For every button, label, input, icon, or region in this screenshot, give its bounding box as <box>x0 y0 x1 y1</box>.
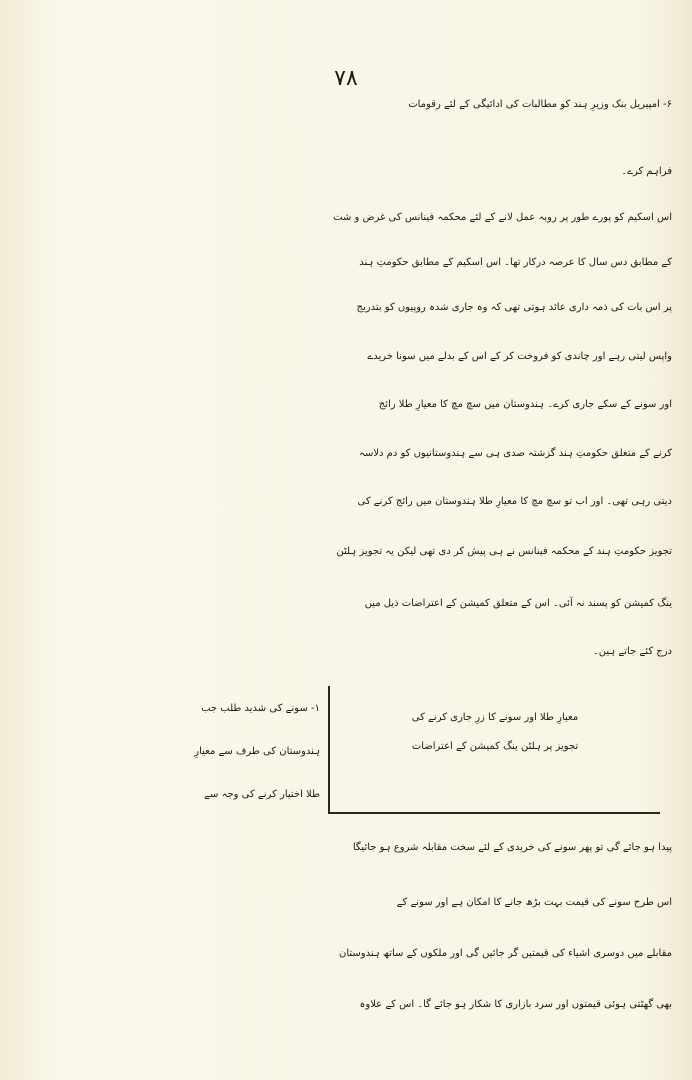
text-line: بھی گھٹتی ہوئی قیمتوں اور سرد بازاری کا شکار ہو جائے گا۔ اس کے علاوہ <box>359 999 672 1010</box>
text-line: مقابلے میں دوسری اشیاء کی قیمتیں گر جائیں گی اور ملکوں کے ساتھ ہندوستان <box>338 948 672 959</box>
side-text-line: ہندوستان کی طرف سے معیارِ <box>194 746 320 757</box>
text-line: درج کئے جاتے ہیں۔ <box>592 646 672 657</box>
text-line: اس اسکیم کو پورے طور پر روبہ عمل لانے کے لئے محکمہ فینانس کی غرض و شت <box>333 212 672 223</box>
text-line: دیتی رہی تھی۔ اور اب تو سچ مچ کا معیارِ طلا ہندوستان میں رائج کرنے کی <box>357 496 672 507</box>
text-line: اور سونے کے سکے جاری کرے۔ ہندوستان میں سچ مچ کا معیارِ طلا رائج <box>378 399 672 410</box>
side-heading-box <box>328 686 660 814</box>
text-line: اس طرح سونے کی قیمت بہت بڑھ جانے کا امکان ہے اور سونے کے <box>396 897 672 908</box>
side-text-line: طلا اختیار کرنے کی وجہ سے <box>204 789 320 800</box>
text-line: فراہم کرے۔ <box>621 166 672 177</box>
text-line: پر اس بات کی ذمہ داری عائد ہوتی تھی کہ وہ جاری شدہ روپیوں کو بتدریج <box>356 302 672 313</box>
text-line: کے مطابق دس سال کا عرصہ درکار تھا۔ اس اسکیم کے مطابق حکومتِ ہند <box>359 257 672 268</box>
text-line: پیدا ہو جائے گی تو پھر سونے کی خریدی کے لئے سخت مقابلہ شروع ہو جائیگا <box>352 842 672 853</box>
page-number: ۷۸ <box>334 66 358 91</box>
side-heading-line: تجویز پر ہلٹن ینگ کمیشن کے اعتراضات <box>411 741 579 752</box>
text-line: واپس لیتی رہے اور چاندی کو فروخت کر کے اس کے بدلے میں سونا خریدے <box>367 351 672 362</box>
side-heading-line: معیارِ طلا اور سونے کا زرِ جاری کرنے کی <box>411 712 579 723</box>
text-line: کرنے کے متعلق حکومتِ ہند گزشتہ صدی ہی سے ہندوستانیوں کو دم دلاسہ <box>359 448 672 459</box>
side-text-line: ۱- سونے کی شدید طلب جب <box>201 703 320 714</box>
text-line: ۶- امپیریل بنک وزیرِ ہند کو مطالبات کی ادائیگی کے لئے رقومات <box>408 99 672 110</box>
text-line: تجویز حکومتِ ہند کے محکمہ فینانس نے ہی پیش کر دی تھی لیکن یہ تجویز ہلٹن <box>336 546 672 557</box>
text-line: ینگ کمیشن کو پسند نہ آئی۔ اس کے متعلق کمیشن کے اعتراضات ذیل میں <box>364 598 672 609</box>
